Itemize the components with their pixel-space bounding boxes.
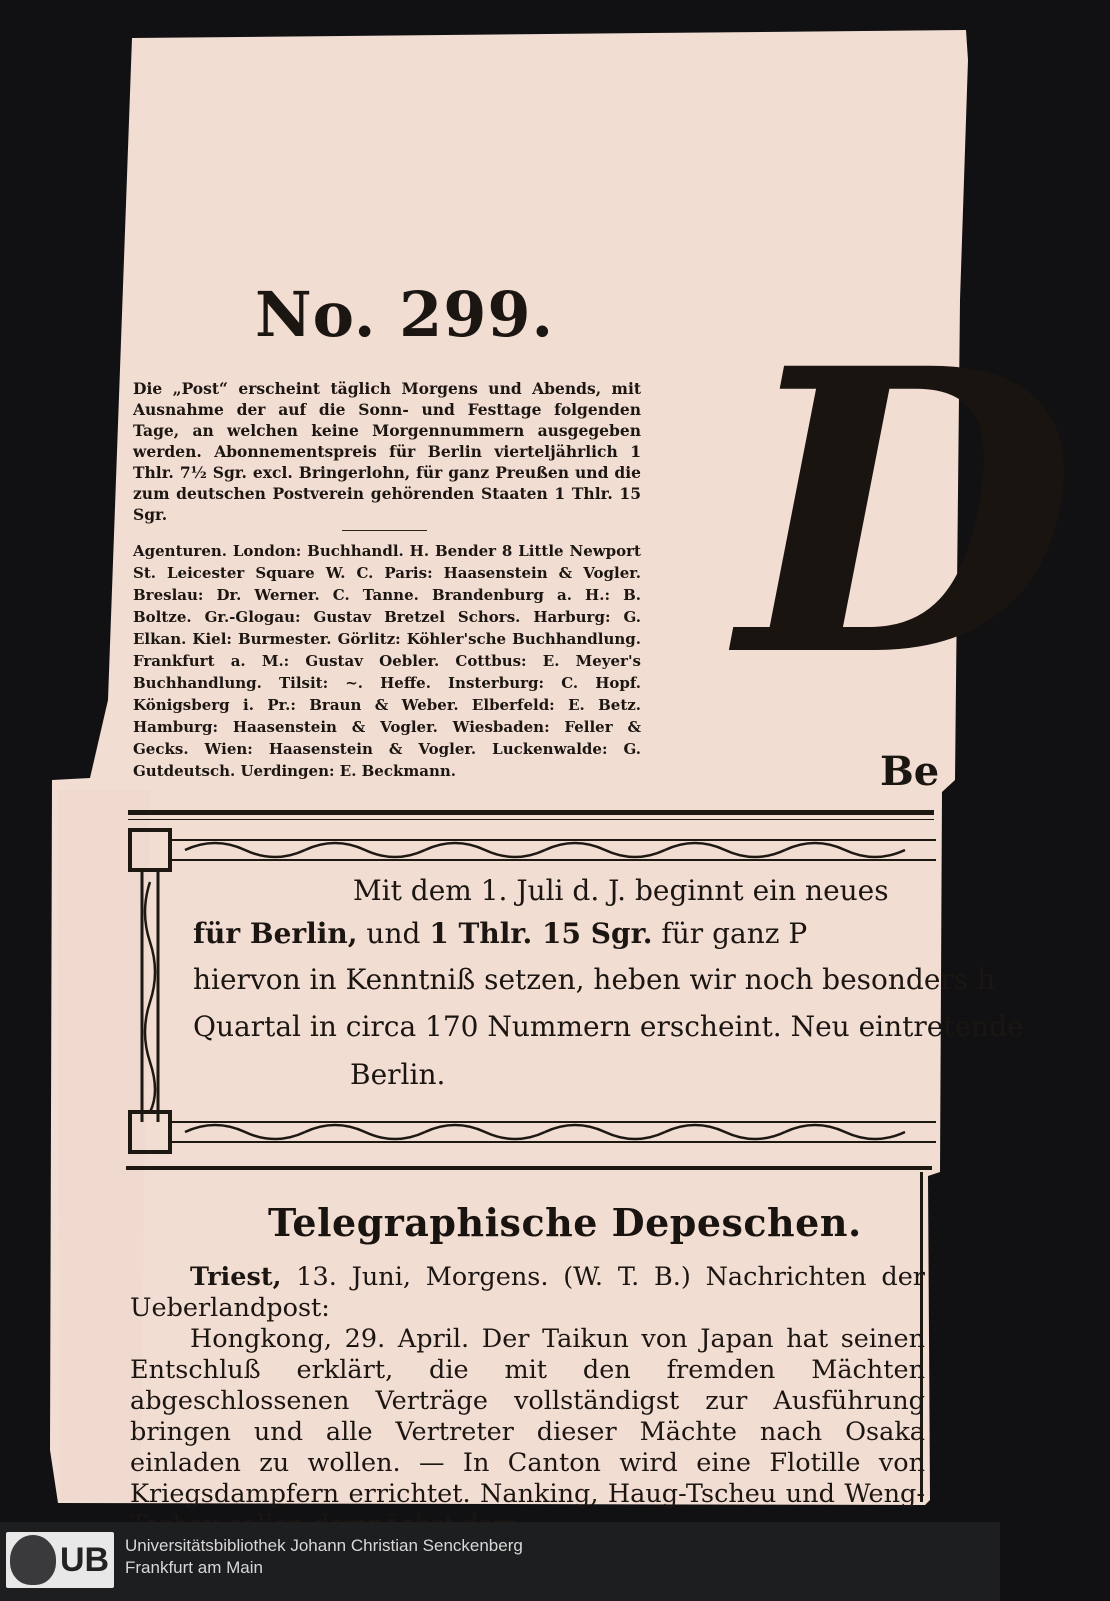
library-footer (0, 1522, 1000, 1601)
dateline (130, 1262, 925, 1324)
logo-text: UB (60, 1540, 110, 1579)
notice-end: für ganz P (652, 917, 808, 950)
library-name-line-1: Universitätsbibliothek Johann Christian Senckenberg (125, 1536, 523, 1555)
telegram-article (130, 1262, 925, 1541)
seal-icon (10, 1535, 56, 1585)
dateline-rest: 13. Juni, Morgens. (W. T. B.) Nachrichten der Ueberlandpost: (130, 1262, 925, 1323)
ornamental-border-left (130, 872, 170, 1122)
section-title: Telegraphische Depeschen. (268, 1200, 862, 1245)
notice-line-3: hiervon in Kenntniß setzen, heben wir noch besonders h (193, 963, 996, 996)
library-logo (6, 1532, 114, 1588)
intro-divider (342, 530, 427, 531)
article-paragraph: Hongkong, 29. April. Der Taikun von Japan hat seinen Entschluß erklärt, die mit den fremden Mächten abgeschlossenen Verträge vollständigst zur Ausführung bringen und alle Vertreter dieser Mächte nach Osaka einladen zu wollen. — In Canton wird eine Flotille von Kriegsdampfern errichtet. Nanking, Haug-Tscheu und Weng- (130, 1324, 925, 1509)
masthead-subtitle: Be (880, 748, 940, 795)
masthead-initial: D (738, 284, 1077, 742)
notice-line-4: Quartal in circa 170 Nummern erscheint. Neu eintretende (193, 1010, 1024, 1043)
notice-line-1: Mit dem 1. Juli d. J. beginnt ein neues (353, 874, 889, 907)
library-name-line-2: Frankfurt am Main (125, 1558, 263, 1577)
top-rule-thin (128, 819, 934, 820)
notice-line-5: Berlin. (350, 1058, 446, 1091)
ornamental-border-bottom (130, 1110, 936, 1156)
intro-paragraph: Die „Post“ erscheint täglich Morgens und Abends, mit Ausnahme der auf die Sonn- und Festtage folgenden Tage, an welchen keine Morgennummern ausgegeben werden. Abonnementspreis für Berlin vierteljährlich 1 Thlr. 7½ Sgr. excl. Bringerlohn, für ganz Preußen und die zum deutschen Postverein gehörenden Staaten 1 Thlr. 15 Sgr. (133, 379, 641, 524)
notice-bold-berlin: für Berlin, (193, 917, 358, 950)
dateline-place: Triest, (190, 1262, 282, 1292)
issue-number: No. 299. (255, 278, 555, 351)
agencies-paragraph: Agenturen. London: Buchhandl. H. Bender 8 Little Newport St. Leicester Square W. C. Paris: Haasenstein & Vogler. Breslau: Dr. Werner. C. Tanne. Brandenburg a. H.: B. Boltze. Gr.-Glogau: Gustav Bretzel Schors. Harburg: G. Elkan. Kiel: Burmester. Görlitz: Köhler'sche Buchhandlung. Frankfurt a. M.: Gustav Oebler. Cottbus: E. Meyer's Buchhandlung. Tilsit: ~. Heffe. Insterburg: C. Hopf. Königsberg i. Pr.: Braun & Weber. Elberfeld: E. Betz. Hamburg: Haasenstein & Vogler. Wiesbaden: Feller & Gecks. Wien: Haasenstein & Vogler. Luckenwalde: G. Gutdeutsch. Uerdingen: E. Beckmann. (133, 542, 641, 780)
notice-bold-price: 1 Thlr. 15 Sgr. (429, 917, 653, 950)
bottom-rule (126, 1166, 932, 1170)
notice-mid: und (357, 917, 430, 950)
notice-line-2 (193, 911, 953, 957)
library-name (125, 1535, 523, 1579)
top-rule (128, 810, 934, 815)
